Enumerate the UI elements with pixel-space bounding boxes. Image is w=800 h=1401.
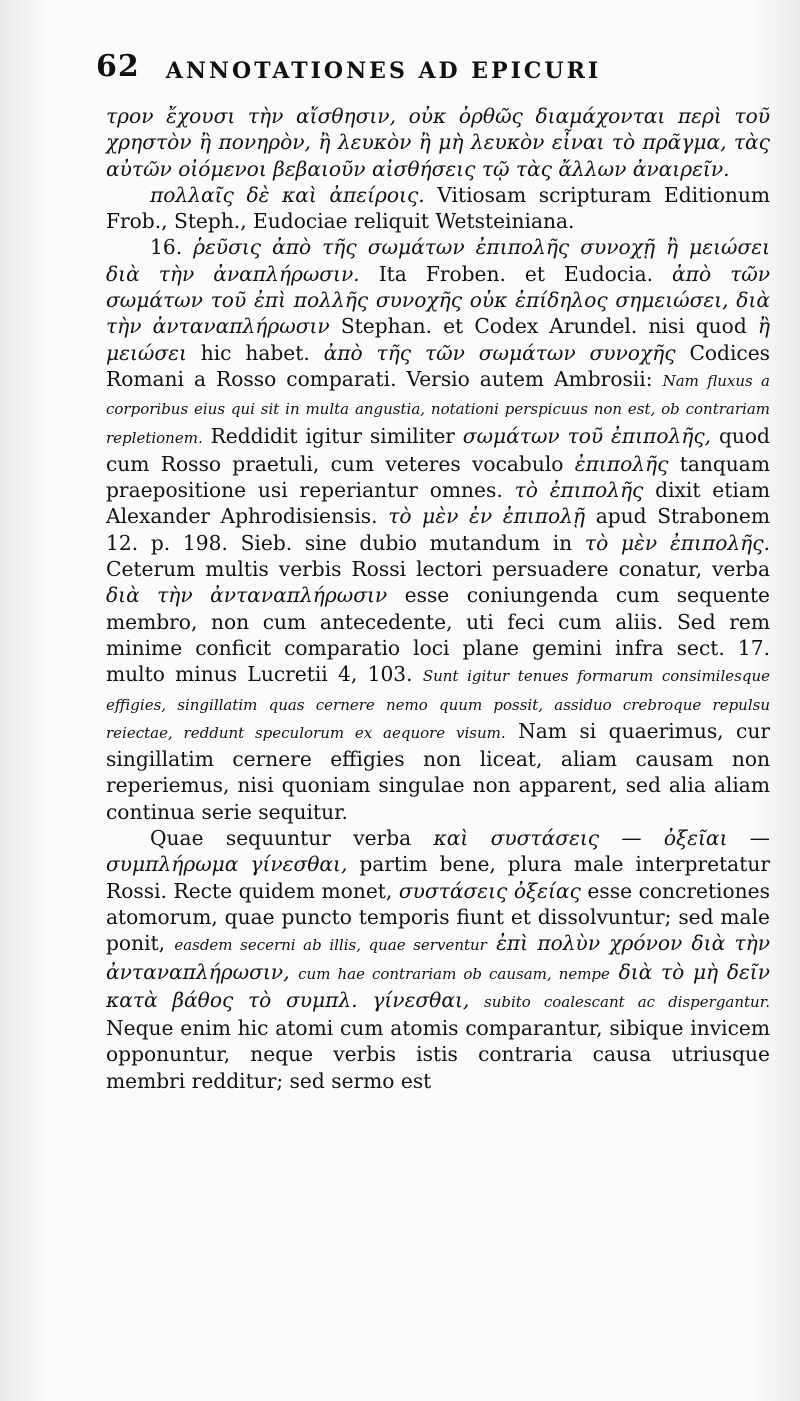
page-header — [96, 44, 760, 84]
paragraph-4: Quae sequuntur verba καὶ συστάσεις — ὀξεῖαι — συμπλήρωμα γίνεσθαι, partim bene, plura male interpretatur Rossi. Recte quidem monet, συστάσεις ὀξείας esse concretiones atomorum, quae puncto temporis fiunt et dissolvuntur; sed male ponit, easdem secerni ab illis, quae serventur ἐπὶ πολὺν χρόνον διὰ τὴν ἀνταναπλήρωσιν, cum hae contrariam ob causam, nempe διὰ τὸ μὴ δεῖν κατὰ βάθος τὸ συμπλ. γίνεσθαι, subito coalescant ac dispergantur. Neque enim hic atomi cum atomis comparantur, sibique invicem opponuntur, neque verbis istis contraria causa utriusque membri redditur; sed sermo est — [106, 826, 771, 1093]
paragraph-3: 16. ῥεῦσις ἀπὸ τῆς σωμάτων ἐπιπολῆς συνοχῇ ἢ μειώσει διὰ τὴν ἀναπλήρωσιν. Ita Froben. et Eudocia. ἀπὸ τῶν σωμάτων τοῦ ἐπὶ πολλῆς συνοχῆς οὐκ ἐπίδηλος σημειώσει, διὰ τὴν ἀνταναπλήρωσιν Stephan. et Codex Arundel. nisi quod ἢ μειώσει hic habet. ἀπὸ τῆς τῶν σωμάτων συνοχῆς Codices Romani a Rosso comparati. Versio autem Ambrosii: Nam fluxus a corporibus eius qui sit in multa angustia, notationi perspicuus non est, ob contrariam repletionem. Reddidit igitur similiter σωμάτων τοῦ ἐπιπολῆς, quod cum Rosso praetuli, cum veteres vocabulo ἐπιπολῆς tanquam praepositione usi reperiantur omnes. τὸ ἐπιπολῆς dixit etiam Alexander Aphrodisiensis. τὸ μὲν ἐν ἐπιπολῇ apud Strabonem 12. p. 198. Sieb. sine dubio mutandum in τὸ μὲν ἐπιπολῆς. Ceterum multis verbis Rossi lectori persuadere conatur, verba διὰ τὴν ἀνταναπλήρωσιν esse coniungenda cum sequente membro, non cum antecedente, uti feci cum aliis. Sed rem minime conficit comparatio loci plane gemini infra sect. 17. multo minus Lucretii 4, 103. Sunt igitur tenues formarum consimilesque effigies, singillatim quas cernere nemo quum possit, assiduo crebroque repulsu reiectae, reddunt speculorum ex aequore visum. Nam si quaerimus, cur singillatim cernere effigies non liceat, aliam causam non reperiemus, nisi quoniam singulae non apparent, sed alia aliam continua serie sequitur. — [106, 235, 771, 824]
section-number: 16. — [150, 235, 183, 260]
latin-text: Vitiosam scripturam Editionum Frob., Steph., Eudociae reliquit Wetsteiniana. — [106, 182, 771, 234]
paragraph-2 — [106, 182, 770, 235]
greek-text: πολλαῖς δὲ καὶ ἀπείροις. — [150, 182, 425, 207]
page-number: 62 — [96, 49, 140, 84]
page-body — [106, 103, 770, 1094]
greek-text: τρον ἔχουσι τὴν αἴσθησιν, οὐκ ὀρθῶς διαμάχονται περὶ τοῦ χρηστὸν ἢ πονηρὸν, ἢ λευκὸν ἢ μὴ λευκὸν εἶναι τὸ πρᾶγμα, τὰς αὐτῶν οἰόμενοι βεβαιοῦν αἰσθήσεις τῷ τὰς ἄλλων ἀναιρεῖν. — [106, 104, 770, 181]
paragraph-1 — [106, 103, 770, 182]
running-title: ANNOTATIONES AD EPICURI — [165, 58, 602, 84]
